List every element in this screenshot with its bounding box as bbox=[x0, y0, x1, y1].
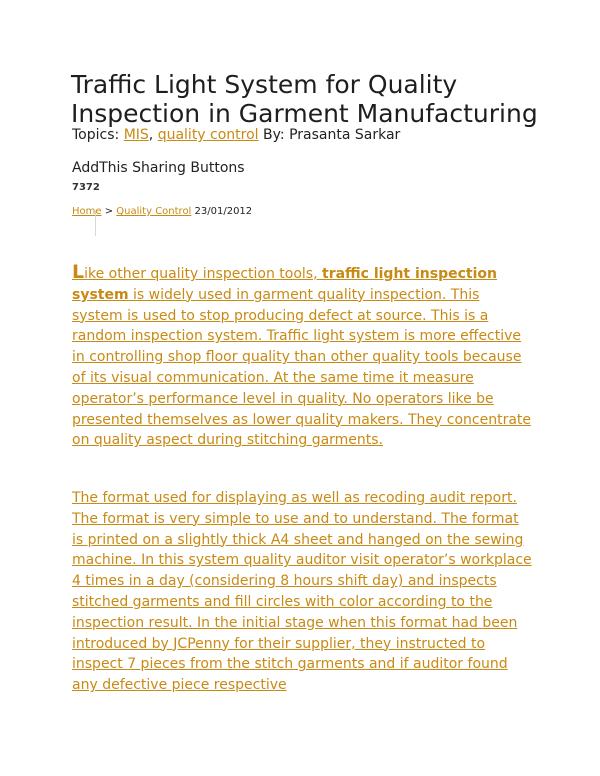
topic-link-mis[interactable]: MIS bbox=[123, 127, 149, 143]
traffic-light-inspection-link[interactable]: traffic light inspection system bbox=[72, 266, 497, 303]
article-meta bbox=[72, 127, 400, 144]
by-label: By: bbox=[258, 127, 290, 143]
post-date: 23/01/2012 bbox=[191, 206, 253, 217]
sharing-buttons-label: AddThis Sharing Buttons bbox=[72, 160, 245, 176]
author-name: Prasanta Sarkar bbox=[289, 127, 401, 143]
paragraph-2-text: The format used for displaying as well as recoding audit report. The format is very simple to use and to understand. The format is printed on a slightly thick A4 sheet and hanged on the sewing machine. In this system quality auditor visit operator’s workplace 4 times in a day (considering 8 hours shift day) and inspects stitched garments and fill circles with color according to the inspection result. In the initial stage when this format had been introduced by JCPenny for their supplier, they instructed to inspect 7 pieces from the stitch garments and if auditor found any defective piece respective bbox=[72, 490, 532, 694]
drop-cap: L bbox=[72, 261, 85, 283]
paragraph-1-lead: ike other quality inspection tools, bbox=[84, 266, 322, 282]
body-paragraph-1[interactable] bbox=[72, 262, 534, 451]
paragraph-1-rest: is widely used in garment quality inspection. This system is used to stop producing defect at source. This is a random inspection system. Traffic light system is more effective in controlling shop floor quality than other quality tools because of its visual communication. At the same time it measure operator’s performance level in quality. No operators like be presented themselves as lower quality makers. They concentrate on quality aspect during stitching garments. bbox=[72, 286, 532, 449]
breadcrumb bbox=[72, 206, 252, 218]
breadcrumb-separator: > bbox=[101, 206, 117, 217]
article-title: Traffic Light System for Quality Inspection in Garment Manufacturing bbox=[71, 70, 538, 128]
topic-separator: , bbox=[148, 127, 158, 143]
topics-label: Topics: bbox=[72, 127, 124, 143]
body-paragraph-2[interactable] bbox=[72, 488, 534, 696]
breadcrumb-home-link[interactable]: Home bbox=[72, 206, 102, 217]
topic-link-quality-control[interactable]: quality control bbox=[157, 127, 259, 143]
share-count: 7372 bbox=[72, 182, 100, 193]
divider bbox=[95, 210, 96, 236]
breadcrumb-category-link[interactable]: Quality Control bbox=[116, 206, 192, 217]
